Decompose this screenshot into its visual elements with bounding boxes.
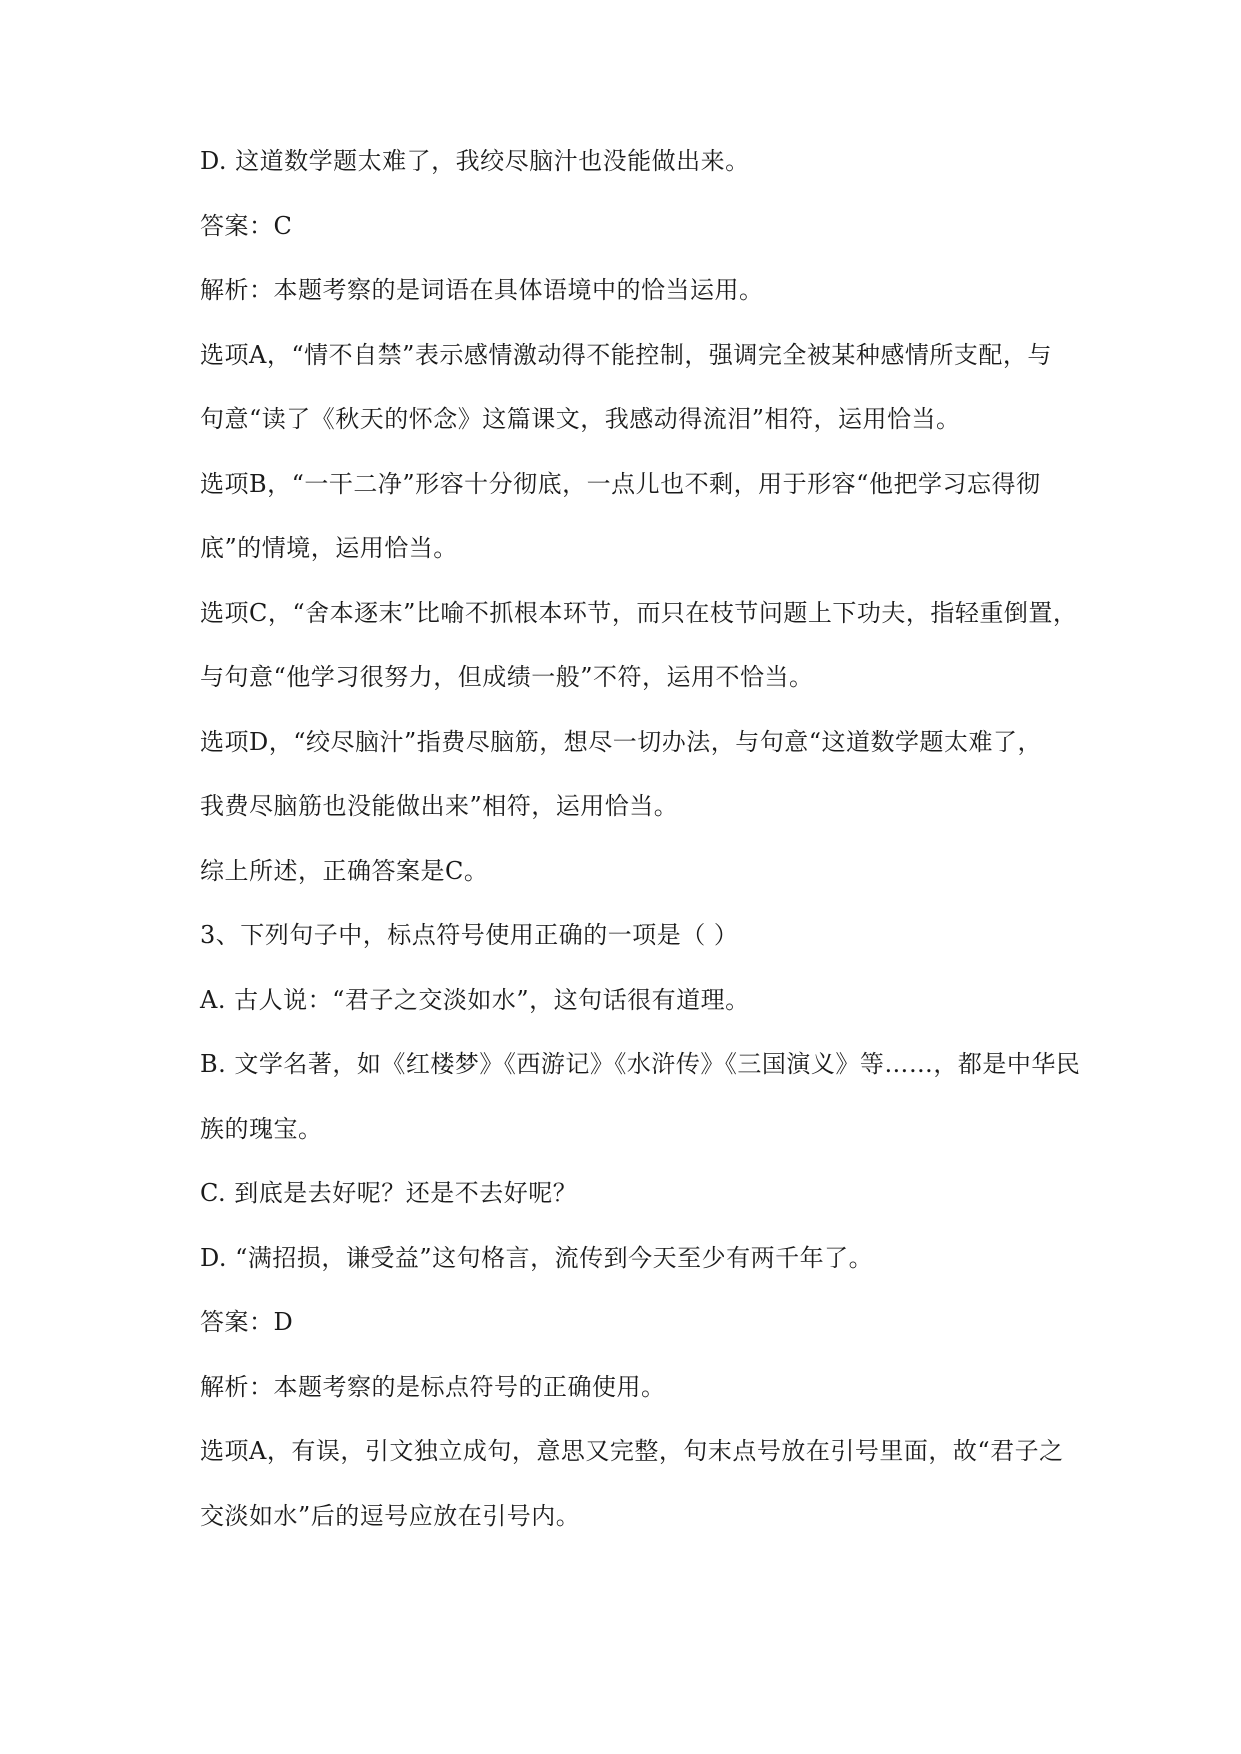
question-3-option-d: D. “满招损，谦受益”这句格言，流传到今天至少有两千年了。	[200, 1243, 874, 1272]
question-3-analysis-a-line-2: 交淡如水”后的逗号应放在引号内。	[200, 1501, 581, 1530]
question-2-conclusion: 综上所述，正确答案是C。	[200, 856, 489, 885]
question-2-analysis-c-line-1: 选项C，“舍本逐末”比喻不抓根本环节，而只在枝节问题上下功夫，指轻重倒置，	[200, 598, 1078, 627]
document-body	[200, 143, 1120, 1562]
question-3-analysis-intro: 解析：本题考察的是标点符号的正确使用。	[200, 1372, 666, 1401]
question-2-answer: 答案：C	[200, 211, 293, 240]
question-2-analysis-a-line-1: 选项A，“情不自禁”表示感情激动得不能控制，强调完全被某种感情所支配，与	[200, 340, 1052, 369]
question-3-option-b-line-1: B. 文学名著，如《红楼梦》《西游记》《水浒传》《三国演义》等……，都是中华民	[200, 1050, 1081, 1078]
question-3-stem: 3、下列句子中，标点符号使用正确的一项是（ ）	[200, 921, 739, 949]
question-2-analysis-b-line-2: 底”的情境，运用恰当。	[200, 534, 458, 562]
question-3-analysis-a-line-1: 选项A，有误，引文独立成句，意思又完整，句末点号放在引号里面，故“君子之	[200, 1437, 1064, 1465]
question-2-option-d: D. 这道数学题太难了，我绞尽脑汁也没能做出来。	[200, 147, 750, 175]
question-3-answer: 答案：D	[200, 1308, 294, 1336]
question-3-option-c: C. 到底是去好呢？还是不去好呢？	[200, 1179, 578, 1207]
question-2-analysis-c-line-2: 与句意“他学习很努力，但成绩一般”不符，运用不恰当。	[200, 663, 814, 691]
question-2-analysis-a-line-2: 句意“读了《秋天的怀念》这篇课文，我感动得流泪”相符，运用恰当。	[200, 405, 961, 433]
question-2-analysis-b-line-1: 选项B，“一干二净”形容十分彻底，一点儿也不剩，用于形容“他把学习忘得彻	[200, 469, 1041, 498]
question-3-option-b-line-2: 族的瑰宝。	[200, 1114, 323, 1143]
question-2-analysis-d-line-1: 选项D，“绞尽脑汁”指费尽脑筋，想尽一切办法，与句意“这道数学题太难了，	[200, 727, 1043, 756]
question-3-option-a: A. 古人说：“君子之交淡如水”，这句话很有道理。	[200, 985, 750, 1014]
question-2-analysis-d-line-2: 我费尽脑筋也没能做出来”相符，运用恰当。	[200, 792, 679, 820]
question-2-analysis-intro: 解析：本题考察的是词语在具体语境中的恰当运用。	[200, 276, 764, 304]
